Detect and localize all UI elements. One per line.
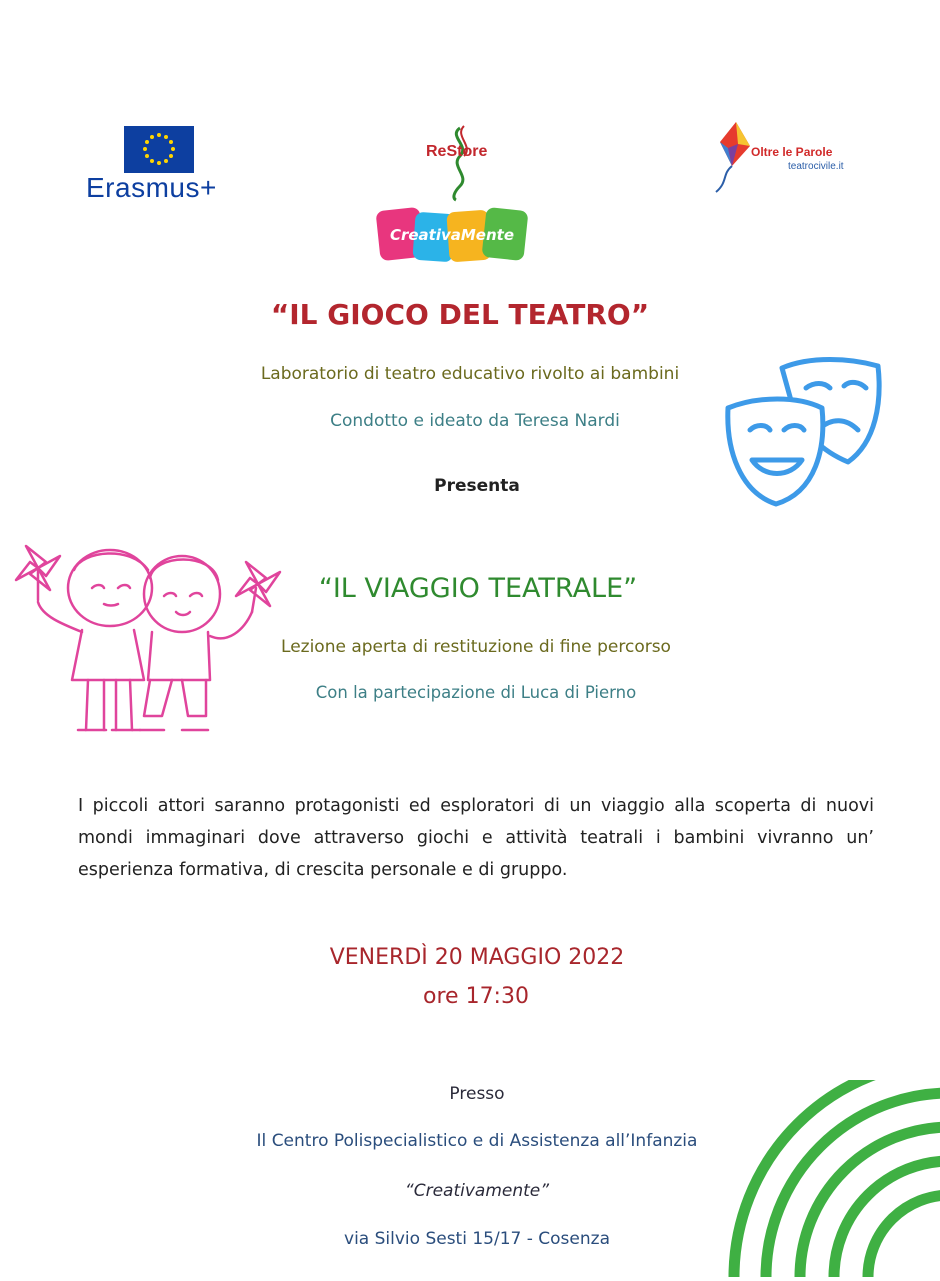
- event-guest: Con la partecipazione di Luca di Pierno: [315, 683, 637, 702]
- green-arcs-decoration: [720, 1080, 940, 1277]
- theatre-masks-illustration: [720, 352, 888, 512]
- workshop-title: “IL GIOCO DEL TEATRO”: [270, 298, 650, 331]
- venue-short-name: “Creativamente”: [404, 1181, 550, 1201]
- event-subtitle: Lezione aperta di restituzione di fine percorso: [281, 637, 671, 657]
- event-description: I piccoli attori saranno protagonisti ed esploratori di un viaggio alla scoperta di nuovi mondi immaginari dove attraverso giochi e attività teatrali i bambini vivranno un’ esperienza formativa, di crescita personale e di gruppo.: [78, 796, 874, 880]
- restore-logo: [430, 124, 490, 202]
- event-time: ore 17:30: [423, 984, 529, 1009]
- venue-address: via Silvio Sesti 15/17 - Cosenza: [344, 1229, 610, 1249]
- workshop-subtitle: Laboratorio di teatro educativo rivolto ai bambini: [260, 364, 680, 384]
- presents-label: Presenta: [434, 476, 520, 496]
- creativamente-logo-text: CreativaMente: [389, 226, 515, 244]
- erasmus-logo-text: Erasmus+: [86, 172, 217, 203]
- oltre-kite-logo: [708, 120, 753, 196]
- event-title: “IL VIAGGIO TEATRALE”: [318, 573, 638, 604]
- eu-stars-icon: [124, 126, 194, 173]
- workshop-credit: Condotto e ideato da Teresa Nardi: [330, 411, 620, 431]
- restore-swirl-icon: [430, 124, 490, 202]
- theatre-masks-icon: [720, 352, 888, 512]
- oltre-logo-title: Oltre le Parole: [751, 145, 833, 159]
- venue-label: Presso: [449, 1084, 505, 1104]
- restore-logo-text: ReStore: [426, 143, 488, 160]
- oltre-logo-site: teatrocivile.it: [788, 161, 844, 172]
- event-date: VENERDÌ 20 MAGGIO 2022: [329, 945, 625, 970]
- children-icon: [12, 540, 288, 740]
- erasmus-flag-logo: [124, 126, 194, 173]
- venue-name: Il Centro Polispecialistico e di Assistenza all’Infanzia: [256, 1131, 698, 1151]
- children-pinwheels-illustration: [12, 540, 288, 740]
- arcs-icon: [720, 1080, 940, 1277]
- kite-icon: [708, 120, 753, 196]
